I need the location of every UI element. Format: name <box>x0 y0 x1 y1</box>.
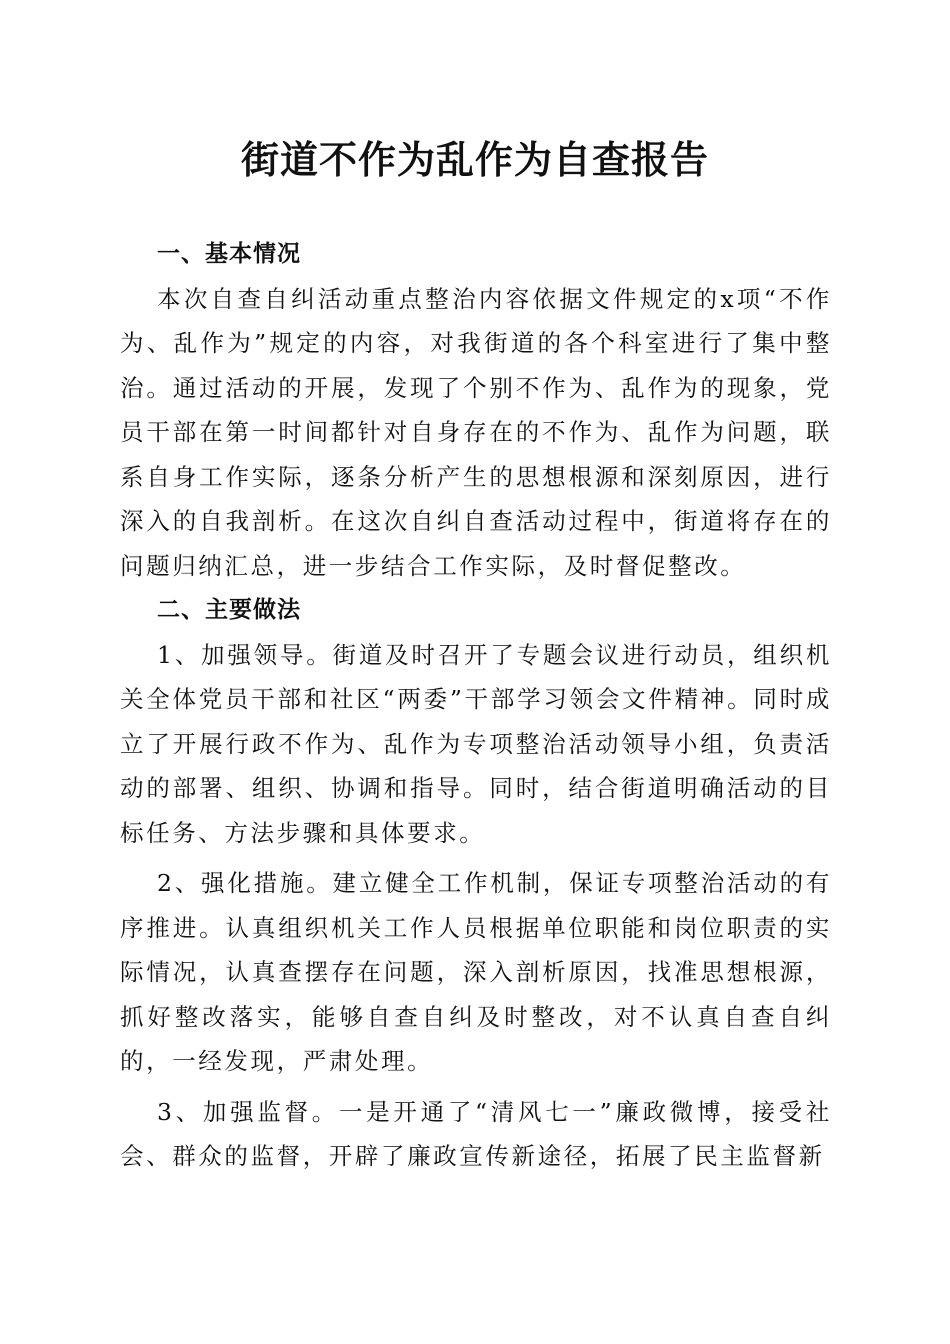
document-body <box>120 232 832 1179</box>
section-heading-basic-situation: 一、基本情况 <box>157 241 301 267</box>
paragraph-basic-situation: 本次自查自纠活动重点整治内容依据文件规定的x项“不作为、乱作为”规定的内容，对我街道的各个科室进行了集中整治。通过活动的开展，发现了个别不作为、乱作为的现象，党员干部在第一时间都针对自身存在的不作为、乱作为问题，联系自身工作实际，逐条分析产生的思想根源和深刻原因，进行深入的自我剖析。在这次自纠自查活动过程中，街道将存在的问题归纳汇总，进一步结合工作实际，及时督促整改。 <box>120 284 832 580</box>
paragraph-strengthen-supervision: 3、加强监督。一是开通了“清风七一”廉政微博，接受社会、群众的监督，开辟了廉政宣传新途径，拓展了民主监督新 <box>120 1097 832 1170</box>
paragraph-strengthen-measures: 2、强化措施。建立健全工作机制，保证专项整治活动的有序推进。认真组织机关工作人员根据单位职能和岗位职责的实际情况，认真查摆存在问题，深入剖析原因，找准思想根源，抓好整改落实，能够自查自纠及时整改，对不认真自查自纠的，一经发现，严肃处理。 <box>120 869 832 1075</box>
document-title: 街道不作为乱作为自查报告 <box>240 137 709 182</box>
paragraph-strengthen-leadership: 1、加强领导。街道及时召开了专题会议进行动员，组织机关全体党员干部和社区“两委”干部学习领会文件精神。同时成立了开展行政不作为、乱作为专项整治活动领导小组，负责活动的部署、组织、协调和指导。同时，结合街道明确活动的目标任务、方法步骤和具体要求。 <box>120 640 832 847</box>
section-heading-main-practices: 二、主要做法 <box>157 597 301 623</box>
